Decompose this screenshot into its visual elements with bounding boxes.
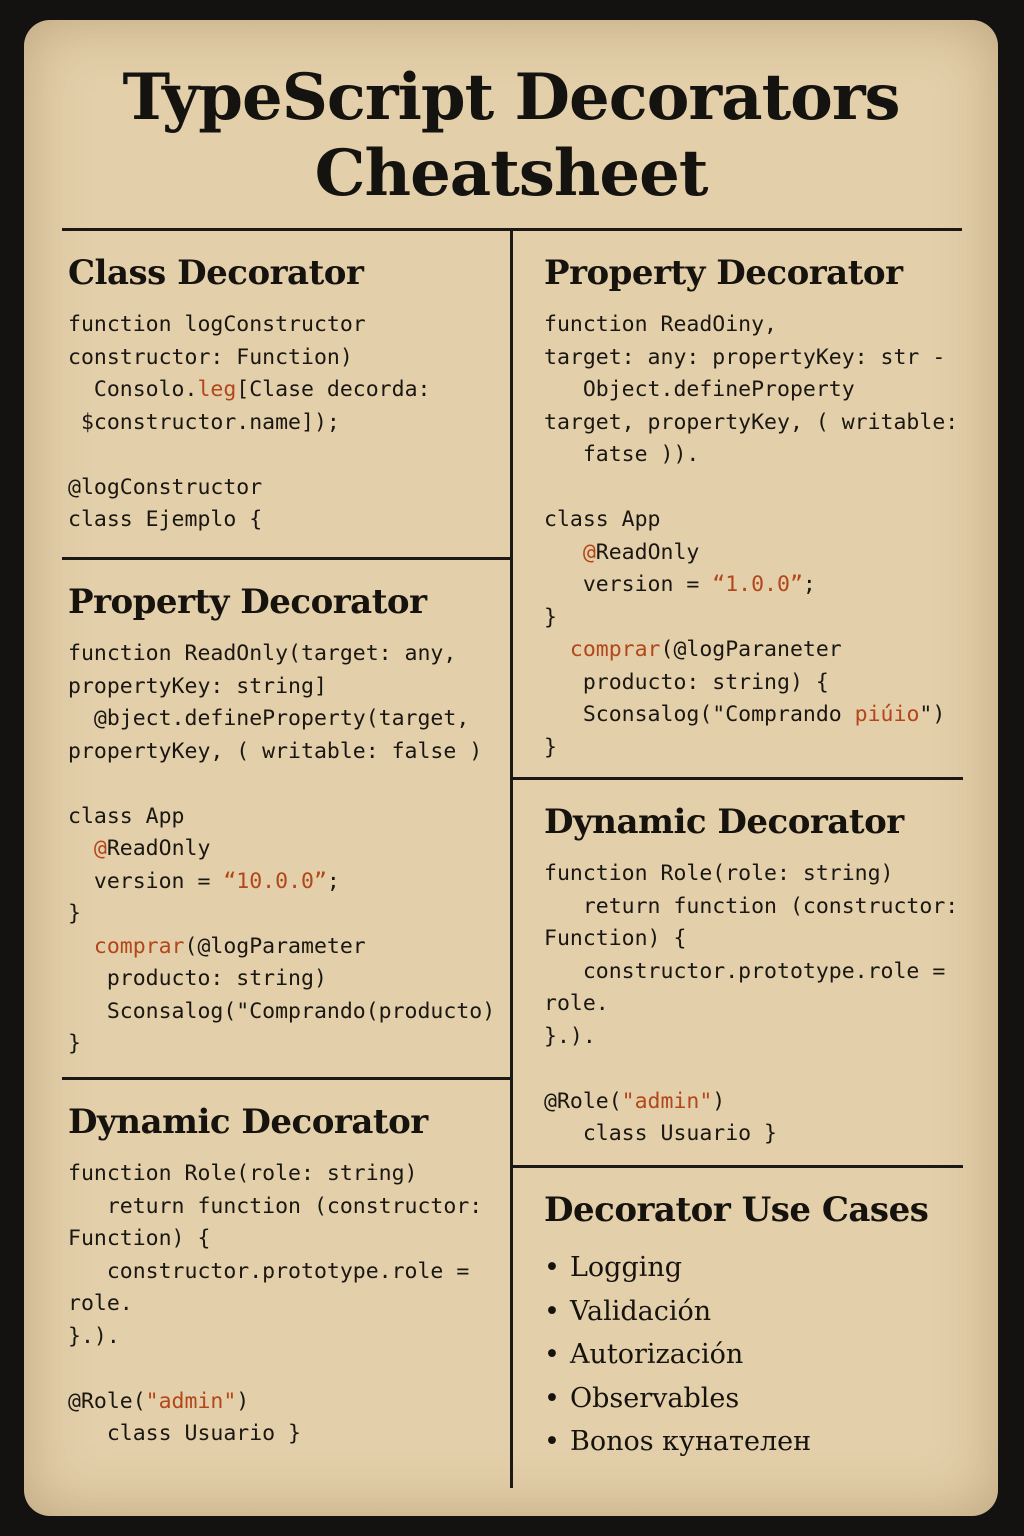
list-item: • Autorización — [544, 1333, 984, 1377]
code-token: target, propertyKey, ( writable: — [544, 409, 959, 435]
code-token: } — [68, 1031, 81, 1056]
bullet-icon: • — [544, 1426, 560, 1457]
section-heading: Decorator Use Cases — [544, 1190, 929, 1230]
code-token: version = — [68, 868, 224, 894]
code-token: producto: string) { — [544, 669, 829, 695]
code-line — [544, 472, 984, 505]
code-token: $constructor.name]); — [68, 409, 340, 435]
title-line-2: Cheatsheet — [314, 136, 708, 211]
page-title — [24, 60, 998, 212]
bullet-icon: • — [544, 1339, 560, 1370]
code-token-highlight: “10.0.0” — [223, 868, 327, 894]
code-token: class App — [544, 507, 661, 532]
code-line — [544, 956, 984, 989]
code-line — [544, 602, 984, 635]
right-property-decorator-section — [544, 251, 984, 775]
code-token: @Role( — [544, 1088, 622, 1114]
code-line — [68, 374, 508, 407]
code-token: ") — [919, 702, 946, 727]
code-token: role. — [544, 991, 609, 1016]
code-line — [544, 1021, 984, 1054]
cheatsheet-card — [24, 20, 998, 1516]
code-line — [544, 309, 984, 342]
list-item: • Validación — [544, 1290, 984, 1334]
code-token: constructor.prototype.role = — [68, 1258, 470, 1284]
code-token: propertyKey: string] — [68, 673, 327, 699]
right-dynamic-decorator-section — [544, 800, 984, 1163]
code-token: @logConstructor — [68, 474, 263, 500]
use-case-list — [544, 1246, 984, 1464]
code-line — [544, 439, 984, 472]
title-line-1: TypeScript Decorators — [122, 60, 900, 135]
left-dynamic-decorator-section — [68, 1100, 508, 1490]
code-line — [68, 898, 508, 931]
code-token: class App — [68, 803, 185, 829]
code-line — [68, 638, 508, 671]
code-line — [68, 768, 508, 801]
list-item: • Bonos кунателен — [544, 1420, 984, 1464]
code-token — [68, 934, 94, 959]
code-line — [544, 342, 984, 375]
code-line — [544, 634, 984, 667]
code-line — [68, 703, 508, 736]
code-line — [68, 833, 508, 866]
code-token-highlight: pі́úіo — [854, 702, 920, 727]
code-token: function Role(role: string) — [544, 861, 894, 886]
code-line — [68, 1353, 508, 1386]
code-token: Consolo. — [68, 377, 198, 402]
code-line — [68, 866, 508, 899]
code-token: } — [544, 604, 557, 630]
code-token: role. — [68, 1291, 133, 1316]
code-line — [68, 309, 508, 342]
bullet-icon: • — [544, 1252, 560, 1283]
code-line — [68, 671, 508, 704]
code-token: producto: string) — [68, 966, 327, 991]
code-line — [544, 1053, 984, 1086]
right-divider-2 — [513, 1165, 963, 1168]
code-token: class Usuario } — [68, 1421, 301, 1446]
code-line — [68, 407, 508, 440]
code-token: function logConstructor — [68, 312, 366, 337]
code-token — [544, 540, 583, 565]
code-token: } — [544, 734, 557, 760]
code-block — [544, 309, 984, 764]
code-token: function ReadOnly(target: any, — [68, 641, 457, 666]
code-token-highlight: comprar — [569, 637, 661, 662]
code-token: [Clase decorda: — [236, 377, 431, 402]
code-line — [68, 1288, 508, 1321]
code-line — [68, 801, 508, 834]
code-line — [68, 1418, 508, 1451]
section-heading: Class Decorator — [68, 253, 364, 293]
code-token: ) — [236, 1388, 250, 1414]
code-line — [68, 1191, 508, 1224]
code-token: return function (constructor: — [68, 1193, 483, 1219]
code-line — [68, 1321, 508, 1354]
left-class-decorator-section — [68, 251, 508, 555]
code-token: } — [68, 901, 81, 926]
code-line — [68, 931, 508, 964]
code-token: Object.defineProperty — [544, 377, 855, 402]
code-line — [544, 374, 984, 407]
left-divider-2 — [62, 1077, 510, 1080]
section-heading: Property Decorator — [544, 253, 903, 293]
left-property-decorator-section — [68, 580, 508, 1075]
code-token: ; — [326, 868, 340, 894]
code-line — [544, 1118, 984, 1151]
code-line — [68, 1028, 508, 1061]
code-token: constructor.prototype.role = — [544, 958, 946, 984]
code-line — [544, 699, 984, 732]
code-token: @Role( — [68, 1388, 146, 1414]
code-block — [544, 858, 984, 1151]
code-line — [68, 342, 508, 375]
code-line — [68, 963, 508, 996]
code-token: Sconsalog("Comprando — [544, 702, 855, 727]
use-cases-section — [544, 1188, 984, 1498]
code-line — [68, 1386, 508, 1419]
code-line — [544, 504, 984, 537]
code-line — [68, 736, 508, 769]
code-token-highlight: comprar — [93, 933, 185, 959]
list-item: • Logging — [544, 1246, 984, 1290]
code-token: ; — [802, 572, 816, 597]
code-line — [68, 1256, 508, 1289]
code-token: Function) { — [68, 1226, 211, 1251]
code-line — [68, 472, 508, 505]
list-item: • Observables — [544, 1377, 984, 1421]
code-token-highlight: "admin" — [145, 1388, 237, 1414]
code-token — [544, 637, 570, 662]
code-block — [68, 638, 508, 1061]
code-line — [544, 891, 984, 924]
code-token: class Ejemplo { — [68, 507, 263, 532]
code-token: @bject.defineProperty(target, — [68, 706, 470, 731]
code-line — [68, 1158, 508, 1191]
code-token: propertyKey, ( writable: false ) — [68, 738, 483, 764]
code-token — [68, 836, 94, 861]
code-token: ReadOnly — [106, 836, 211, 861]
code-line — [544, 537, 984, 570]
column-divider — [510, 228, 513, 1488]
code-token: Sconsalog("Comprando(producto) — [68, 998, 496, 1024]
right-divider-1 — [513, 777, 963, 780]
code-token: class Usuario } — [544, 1121, 777, 1146]
code-token: version = — [544, 572, 713, 597]
code-token: function Role(role: string) — [68, 1161, 418, 1186]
code-line — [544, 667, 984, 700]
code-line — [544, 988, 984, 1021]
code-token: ReadOnly — [595, 539, 700, 565]
code-token-highlight: @ — [93, 836, 107, 861]
code-token: ) — [712, 1088, 726, 1114]
code-token: function ReadOiny, — [544, 312, 777, 337]
section-heading: Dynamic Decorator — [68, 1102, 428, 1142]
bullet-icon: • — [544, 1295, 560, 1327]
code-token: fatse )). — [544, 442, 700, 467]
code-block — [68, 1158, 508, 1451]
code-line — [544, 569, 984, 602]
code-block — [68, 309, 508, 537]
section-heading: Property Decorator — [68, 582, 427, 622]
code-token-highlight: leg — [197, 377, 237, 402]
left-divider-1 — [62, 557, 510, 560]
bullet-icon: • — [544, 1382, 560, 1414]
code-token-highlight: @ — [582, 539, 596, 565]
code-token-highlight: “1.0.0” — [712, 572, 803, 597]
code-token: (@logParaneter — [660, 637, 842, 662]
code-token: return function (constructor: — [544, 893, 959, 919]
code-line — [544, 858, 984, 891]
section-heading: Dynamic Decorator — [544, 802, 904, 842]
code-token: Function) { — [544, 926, 687, 951]
code-token-highlight: "admin" — [621, 1088, 713, 1114]
code-line — [68, 1223, 508, 1256]
code-line — [68, 504, 508, 537]
code-line — [544, 732, 984, 765]
code-line — [544, 923, 984, 956]
code-token: }.). — [68, 1323, 120, 1349]
code-line — [68, 996, 508, 1029]
code-line — [544, 407, 984, 440]
code-token: }.). — [544, 1023, 596, 1049]
code-token: constructor: Function) — [68, 344, 353, 370]
code-line — [544, 1086, 984, 1119]
code-token: (@logParameter — [184, 933, 366, 959]
code-token: target: any: propertyKey: str - — [544, 344, 946, 370]
code-line — [68, 439, 508, 472]
